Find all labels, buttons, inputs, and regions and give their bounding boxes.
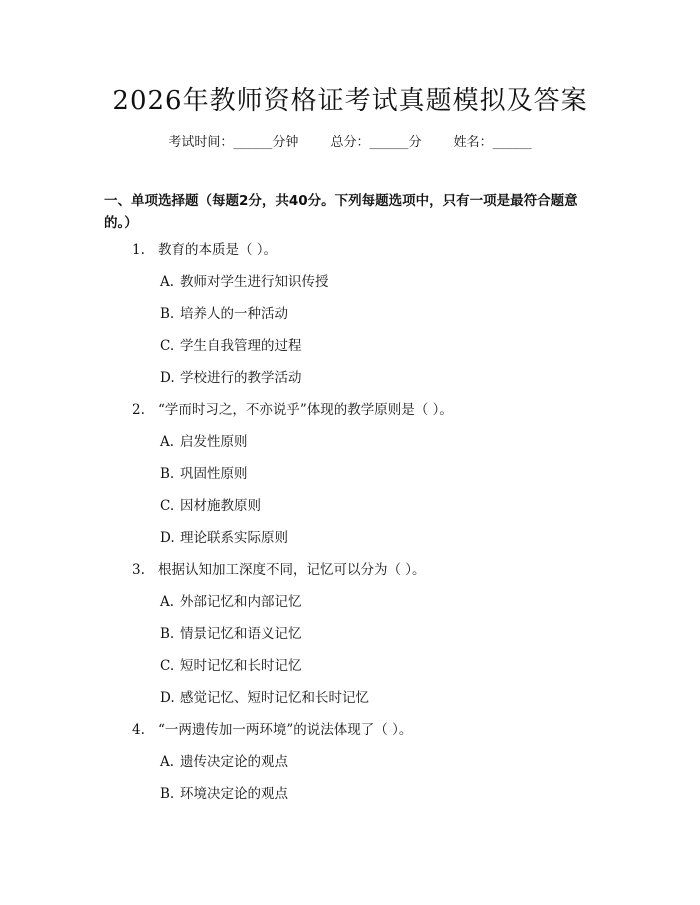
option-a bbox=[0, 592, 700, 624]
page-title: 2026年教师资格证考试真题模拟及答案 bbox=[112, 86, 588, 116]
option-letter: B. bbox=[160, 786, 175, 802]
option-d bbox=[0, 368, 700, 400]
option-text: 短时记忆和长时记忆 bbox=[180, 658, 302, 674]
question-stem bbox=[0, 560, 700, 592]
option-letter: A. bbox=[160, 434, 175, 450]
question-stem bbox=[0, 400, 700, 432]
option-c bbox=[0, 336, 700, 368]
option-a bbox=[0, 752, 700, 784]
question-2 bbox=[0, 400, 700, 560]
option-b bbox=[0, 784, 700, 816]
section-heading: 一、单项选择题（每题2分，共40分。下列每题选项中，只有一项是最符合题意的。） bbox=[104, 193, 578, 231]
option-text: 因材施教原则 bbox=[180, 498, 261, 514]
option-d bbox=[0, 688, 700, 720]
option-text: 环境决定论的观点 bbox=[180, 786, 288, 802]
question-4 bbox=[0, 720, 700, 816]
option-letter: B. bbox=[160, 626, 175, 642]
option-text: 遗传决定论的观点 bbox=[180, 754, 288, 770]
option-letter: C. bbox=[160, 658, 175, 674]
question-3 bbox=[0, 560, 700, 720]
option-letter: D. bbox=[160, 370, 175, 386]
option-text: 感觉记忆、短时记忆和长时记忆 bbox=[180, 690, 369, 706]
option-letter: C. bbox=[160, 498, 175, 514]
total-score-field: 总分：______分 bbox=[330, 135, 422, 150]
option-text: 培养人的一种活动 bbox=[180, 306, 288, 322]
question-number: 2. bbox=[132, 402, 145, 418]
question-text: “一两遗传加一两环境”的说法体现了（ ）。 bbox=[158, 722, 413, 738]
option-c bbox=[0, 496, 700, 528]
option-text: 情景记忆和语义记忆 bbox=[180, 626, 302, 642]
option-text: 理论联系实际原则 bbox=[180, 530, 288, 546]
option-text: 外部记忆和内部记忆 bbox=[180, 594, 302, 610]
option-text: 学生自我管理的过程 bbox=[180, 338, 302, 354]
question-number: 1. bbox=[132, 242, 145, 258]
option-a bbox=[0, 272, 700, 304]
option-letter: B. bbox=[160, 466, 175, 482]
question-1 bbox=[0, 240, 700, 400]
option-b bbox=[0, 304, 700, 336]
option-text: 巩固性原则 bbox=[180, 466, 248, 482]
option-letter: A. bbox=[160, 594, 175, 610]
question-text: “学而时习之，不亦说乎”体现的教学原则是（ ）。 bbox=[158, 402, 453, 418]
option-d bbox=[0, 528, 700, 560]
option-letter: C. bbox=[160, 338, 175, 354]
option-b bbox=[0, 624, 700, 656]
name-field: 姓名：______ bbox=[453, 135, 532, 150]
option-text: 学校进行的教学活动 bbox=[180, 370, 302, 386]
option-letter: B. bbox=[160, 306, 175, 322]
question-stem bbox=[0, 240, 700, 272]
question-list bbox=[0, 240, 700, 816]
exam-info-line bbox=[0, 131, 700, 150]
question-text: 教育的本质是（ ）。 bbox=[158, 242, 278, 258]
option-b bbox=[0, 464, 700, 496]
question-number: 4. bbox=[132, 722, 145, 738]
question-number: 3. bbox=[132, 562, 145, 578]
option-letter: A. bbox=[160, 754, 175, 770]
exam-time-field: 考试时间：______分钟 bbox=[168, 135, 299, 150]
option-text: 启发性原则 bbox=[180, 434, 248, 450]
option-letter: D. bbox=[160, 530, 175, 546]
option-letter: A. bbox=[160, 274, 175, 290]
question-text: 根据认知加工深度不同，记忆可以分为（ ）。 bbox=[158, 562, 426, 578]
option-a bbox=[0, 432, 700, 464]
option-c bbox=[0, 656, 700, 688]
question-stem bbox=[0, 720, 700, 752]
option-letter: D. bbox=[160, 690, 175, 706]
option-text: 教师对学生进行知识传授 bbox=[180, 274, 329, 290]
